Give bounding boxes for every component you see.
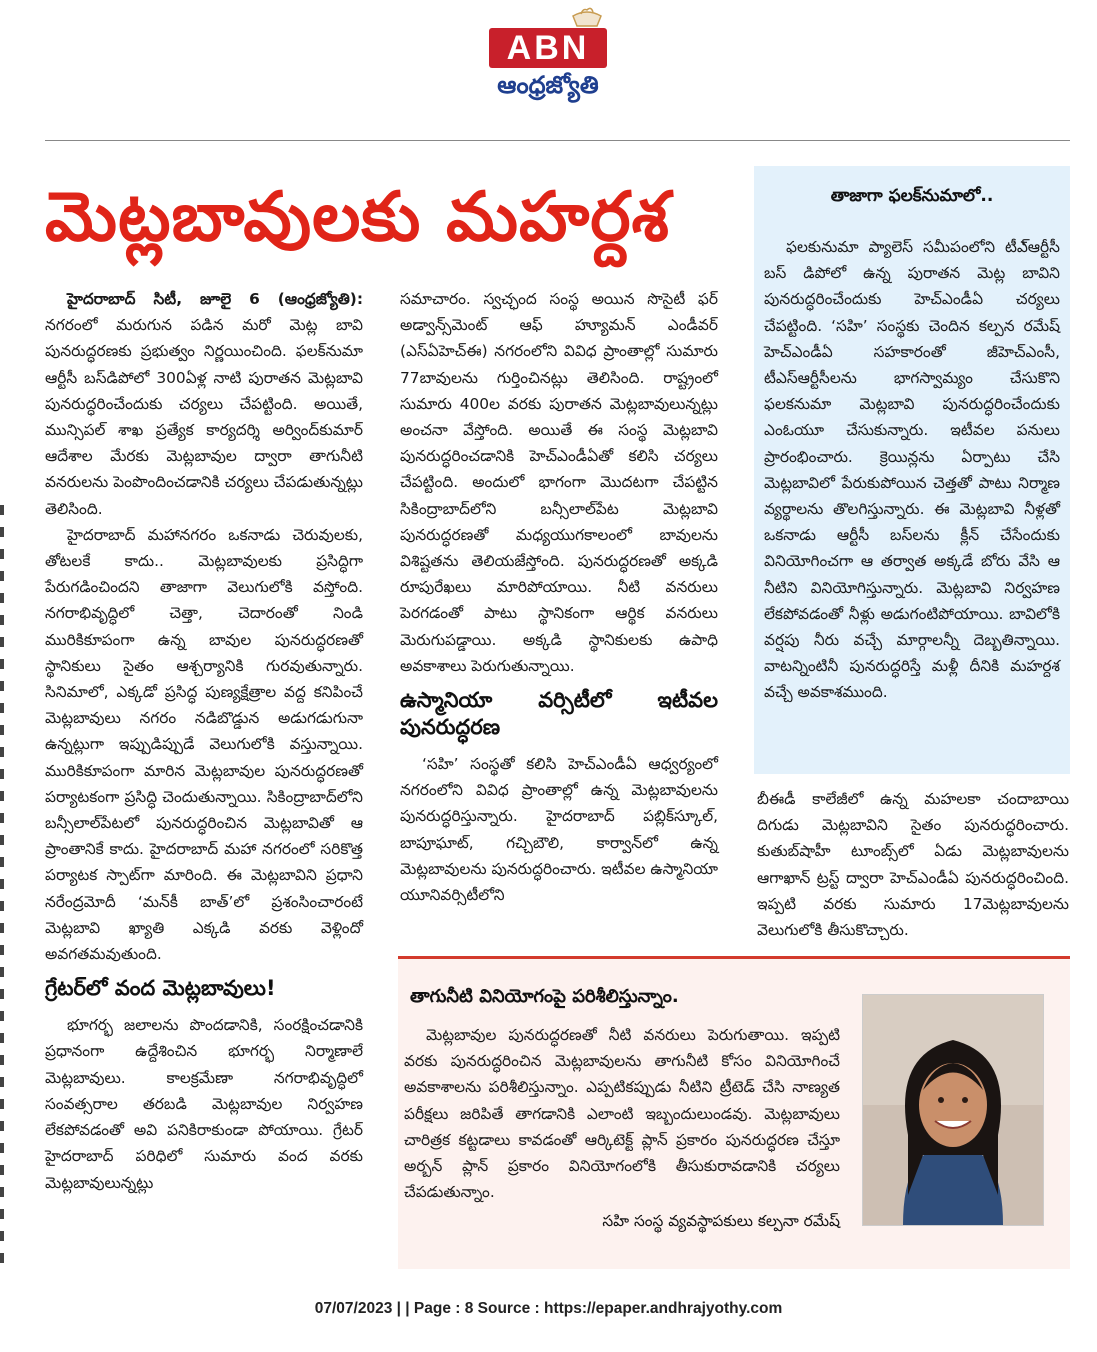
page-edge-marks (0, 505, 4, 1275)
sidebar-text (764, 234, 1060, 764)
paragraph: మెట్లబావుల పునరుద్ధరణతో నీటి వనరులు పెరుగుతాయి. ఇప్పటి వరకు పునరుద్ధరించిన మెట్లబావులను తాగునీటి కోసం వినియోగించే అవకాశాలను పరిశీలిస్తున్నాం. ఎప్పటికప్పుడు నీటిని ట్రీటెడ్ చేసి నాణ్యత పరీక్షలు జరిపితే తాగడానికి ఎలాంటి ఇబ్బందులుండవు. మెట్లబావులు చారిత్రక కట్టడాలు కావడంతో ఆర్కిటెక్ట్ ప్లాన్ ప్రకారం పునరుద్ధరణ చేస్తూ అర్బన్ ప్లాన్ ప్రకారం వినియోగంలోకి తీసుకురావడానికి చర్యలు చేపడుతున్నాం. (404, 1026, 840, 1202)
subheading-osmania: ఉస్మానియా వర్సిటీలో ఇటీవల పునరుద్ధరణ (400, 688, 718, 740)
paragraph: సమాచారం. స్వచ్ఛంద సంస్థ అయిన సొసైటీ ఫర్ అడ్వాన్స్‌మెంట్ ఆఫ్ హ్యూమన్ ఎండీవర్ (ఎస్‌ఏహెచ్‌ఈ) నగరంలోని వివిధ ప్రాంతాల్లో సుమారు 77బావులను గుర్తించినట్లు తెలిసింది. రాష్ట్రంలో సుమారు 400ల వరకు పురాతన మెట్లబావులున్నట్లు అంచనా వేస్తోంది. అయితే ఈ సంస్థ మెట్లబావి పునరుద్ధరించడానికి హెచ్‌ఎండీఏతో కలిసి చర్యలు చేపట్టింది. అందులో భాగంగా మొదటగా చేపట్టిన సికింద్రాబాద్‌లోని బన్సీలాల్‌పేట మెట్లబావి పునరుద్ధరణతో మధ్యయుగకాలంలో బావులను విశిష్టతను తెలియజేస్తోంది. పునరుద్ధరణతో అక్కడి రూపురేఖలు మారిపోయాయి. నీటి వనరులు పెరగడంతో పాటు స్థానికంగా ఆర్థిక వనరులు మెరుగుపడ్డాయి. అక్కడి స్థానికులకు ఉపాధి అవకాశాలు పెరుగుతున్నాయి. (400, 290, 718, 675)
paragraph-text: నగరంలో మరుగున పడిన మరో మెట్ల బావి పునరుద్ధరణకు ప్రభుత్వం నిర్ణయించింది. ఫలక్‌నుమా ఆర్టీసీ బస్‌డిపోలో 300ఏళ్ల నాటి పురాతన మెట్లబావి పునరుద్ధరించేందుకు చర్యలు చేపట్టింది. అయితే, మున్సిపల్ శాఖ ప్రత్యేక కార్యదర్శి అర్వింద్‌కుమార్ ఆదేశాల మేరకు మెట్లబావుల ద్వారా తాగునీటి వనరులను పెంపొందించడానికి చర్యలు చేపడుతున్నట్లు తెలిసింది. (45, 316, 363, 518)
paper-name: ఆంధ్రజ్యోతి (497, 71, 599, 99)
quote-title: తాగునీటి వినియోగంపై పరిశీలిస్తున్నాం. (410, 986, 679, 1007)
article-headline: మెట్లబావులకు మహర్దశ (45, 178, 670, 257)
subheading-greater: గ్రేటర్‌లో వంద మెట్లబావులు! (45, 976, 276, 1001)
brand-logo: ABN (489, 28, 607, 68)
paragraph: భూగర్భ జలాలను పొందడానికి, సంరక్షించడానికి ప్రధానంగా ఉద్దేశించిన భూగర్భ నిర్మాణాలే మెట్లబావులు. కాలక్రమేణా నగరాభివృద్ధిలో సంవత్సరాల తరబడి మెట్లబావుల నిర్వహణ లేకపోవడంతో అవి పనికిరాకుండా పోయాయి. గ్రేటర్ హైదరాబాద్ పరిధిలో సుమారు వంద వరకు మెట్లబావులున్నట్లు (45, 1016, 363, 1192)
paragraph: ఫలకునుమా ప్యాలెస్ సమీపంలోని టీఎ్‌ఆర్టీసీ బస్ డిపోలో ఉన్న పురాతన మెట్ల బావిని పునరుద్ధరించేందుకు హెచ్‌ఎండీఏ చర్యలు చేపట్టింది. ‘సహి’ సంస్థకు చెందిన కల్పన రమేష్ హెచ్‌ఎండీఏ సహకారంతో జీహెచ్‌ఎంసీ, టీఎస్‌ఆర్టీసీలను భాగస్వామ్యం చేసుకొని ఫలకనుమా మెట్లబావి పునరుద్ధరించేందుకు ఎంఓయూ చేసుకున్నారు. ఇటీవల పనులు ప్రారంభించారు. క్రెయిన్లను ఏర్పాటు చేసి మెట్లబావిలో పేరుకుపోయిన చెత్తతో పాటు నిర్మాణ వ్యర్థాలను తొలగిస్తున్నారు. ఈ మెట్లబావి నీళ్లతో ఒకనాడు ఆర్టీసీ బస్‌లను క్లీన్ చేసేందుకు వినియోగించగా ఆ తర్వాత అక్కడే బోరు వేసి ఆ నీటిని వినియోగిస్తున్నారు. మెట్లబావి నిర్వహణ లేకపోవడంతో నీళ్లు అడుగంటిపోయాయి. బావిలోకి వర్షపు నీరు వచ్చే మార్గాలన్నీ దెబ్బతిన్నాయి. వాటన్నింటినీ పునరుద్ధరిస్తే మళ్లీ దీనికి మహర్దశ వచ్చే అవకాశముంది. (764, 238, 1060, 702)
paragraph: హైదరాబాద్ మహానగరం ఒకనాడు చెరువులకు, తోటలకే కాదు.. మెట్లబావులకు ప్రసిద్ధిగా పేరుగడించిందని తాజాగా వెలుగులోకి వస్తోంది. నగరాభివృద్ధిలో చెత్తా, చెదారంతో నిండి మురికికూపంగా ఉన్న బావుల పునరుద్ధరణతో స్థానికులు సైతం ఆశ్చర్యానికి గురవుతున్నారు. సినిమాలో, ఎక్కడో ప్రసిద్ధ పుణ్యక్షేత్రాల వద్ద కనిపించే మెట్లబావులు నగరం నడిబొడ్డున అడుగడుగునా ఉన్నట్లుగా ఇప్పుడిప్పుడే వెలుగులోకి వస్తున్నాయి. మురికికూపంగా మారిన మెట్లబావుల పునరుద్ధరణతో పర్యాటకంగా ప్రసిద్ధి చెందుతున్నాయి. సికింద్రాబాద్‌లోని బన్సీలాల్‌పేటలో పునరుద్ధరించిన మెట్లబావితో ఆ ప్రాంతానికే కాదు. హైదరాబాద్ మహా నగరంలో సరికొత్త పర్యాటక స్పాట్‌గా మారింది. ఈ మెట్లబావిని ప్రధాని నరేంద్రమోదీ ‘మన్‌కీ బాత్’లో ప్రశంసించారంటే మెట్లబావి ఖ్యాతి ఎక్కడి వరకు వెళ్లిందో అవగతమవుతుంది. (45, 525, 363, 964)
quote-text (404, 1022, 840, 1202)
article-column-3-continued (757, 786, 1069, 946)
portrait-illustration (863, 995, 1043, 1225)
article-column-1 (45, 286, 363, 1266)
page-footer: 07/07/2023 | | Page : 8 Source : https://epaper.andhrajyothy.com (314, 1300, 783, 1317)
sidebar-title: తాజాగా ఫలక్‌నుమాలో.. (830, 186, 994, 206)
paragraph: ‘సహి’ సంస్థతో కలిసి హెచ్‌ఎండీఏ ఆధ్వర్యంలో నగరంలోని వివిధ ప్రాంతాల్లో ఉన్న మెట్లబావులను పునరుద్ధరిస్తున్నారు. హైదరాబాద్ పబ్లిక్‌స్కూల్, బాపూఘాట్, గచ్చిబౌలి, కార్వాన్‌లో ఉన్న మెట్లబావులను పునరుద్ధరించారు. ఇటీవల ఉస్మానియా యూనివర్సిటీలోని (400, 755, 718, 905)
header-divider (45, 140, 1070, 141)
portrait-photo (862, 994, 1044, 1226)
paragraph: బీఈడీ కాలేజీలో ఉన్న మహలకా చందాబాయి దిగుడు మెట్లబావిని సైతం పునరుద్ధరించారు. కుతుబ్‌షాహీ టూంబ్స్‌లో ఏడు మెట్లబావులను ఆగాఖాన్ ట్రస్ట్ ద్వారా హెచ్‌ఎండీఏ పునరుద్ధరించింది. ఇప్పటి వరకు సుమారు 17మెట్లబావులను వెలుగులోకి తీసుకొచ్చారు. (757, 790, 1069, 940)
quote-attribution: సహి సంస్థ వ్యవస్థాపకులు కల్పనా రమేష్ (602, 1212, 840, 1230)
article-column-2 (400, 286, 718, 946)
dateline: హైదరాబాద్ సిటీ, జూలై 6 (ఆంధ్రజ్యోతి): (67, 290, 363, 308)
lead-paragraph (45, 286, 363, 522)
cup-logo-icon (567, 6, 607, 28)
